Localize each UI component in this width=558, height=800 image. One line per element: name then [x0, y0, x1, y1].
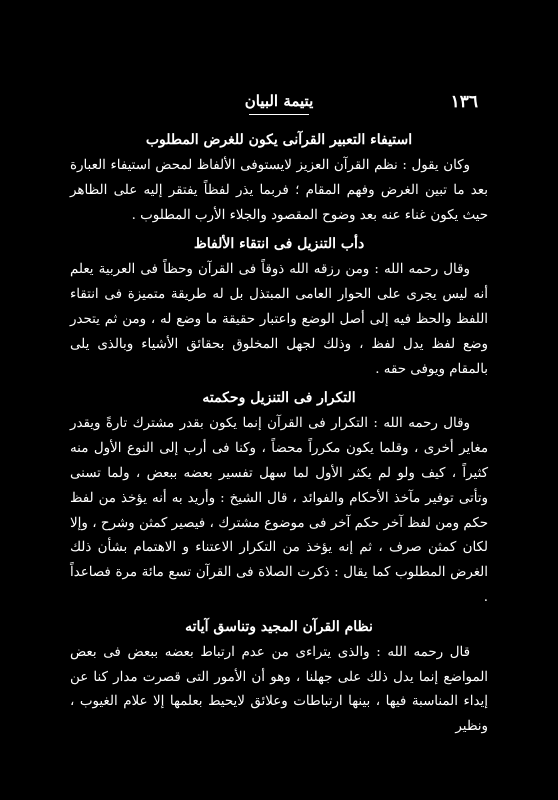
- page-header: [0, 92, 558, 118]
- section-heading: نظام القرآن المجيد وتناسق آياته: [185, 618, 373, 635]
- section-paragraph: قال رحمه الله : والذى يتراءى من عدم ارتباط بعضه ببعض فى بعض المواضع إنما يدل ذلك على جهلنا ، وهو أن الأمور التى قصرت مدار كنا عن إيداء المناسبة فيها ، بينها ارتباطات وعلائق لايحيط بعلمها إلا علام الغيوب ، ونظير: [70, 644, 488, 735]
- section-heading: دأب التنزيل فى انتقاء الألفاظ: [193, 236, 365, 253]
- section-paragraph: وقال رحمه الله : ومن رزقه الله ذوقاً فى القرآن وحظاً فى العربية يعلم أنه ليس يجرى على الحوار العامى المبتذل بل له طريقة متميزة فى انتقاء اللفظ والحظ فيه إلى أصل الوضع واعتبار حقيقة ما وضع له ، ومن ثم يتحدر وضع لفظ يدل لفظ ، وذلك لجهل المخلوق بحقائق الأشياء وبالذى يلى بالمقام ويوفى حقه .: [70, 262, 488, 377]
- header-rule: [249, 114, 309, 115]
- running-title: يتيمة البيان: [244, 92, 314, 110]
- section-heading: استيفاء التعبير القرآنى يكون للغرض المطلوب: [145, 132, 413, 148]
- section-heading: التكرار فى التنزيل وحكمته: [202, 390, 356, 407]
- section-paragraph: وقال رحمه الله : التكرار فى القرآن إنما يكون بقدر مشترك تارةً ويقدر مغاير أخرى ، وقلما يكون مكرراً محضاً ، وكنا فى أرب إلى النوع الأول منه كثيراً ، كيف ولو لم يكثر الأول لما سهل تفسير بعضه ببعض ، ولما تسنى وتأتى توفير مآخذ الأحكام والفوائد ، قال الشيخ : وأريد به أنه يؤخذ من لفظ حكم ومن لفظ آخر حكم آخر فى موضوع مشترك ، فيصير كمثن وشرح ، وإلا لكان كمثن صرف ، ثم إنه يؤخذ من التكرار الاعتناء و الاهتمام بشأن ذلك الغرض المطلوب كما يقال : ذكرت الصلاة فى القرآن تسع مائة مرة فصاعداً .: [70, 416, 488, 605]
- page-number: ١٣٦: [450, 92, 478, 112]
- section-paragraph: وكان يقول : نظم القرآن العزيز لايستوفى الألفاظ لمحض استيفاء العبارة بعد ما تبين الغرض وفهم المقام ؛ فربما يذر لفظاً يفتقر إليه على الظاهر حيث يكون غناء عنه بعد وضوح المقصود والجلاء الأرب المطلوب .: [70, 158, 488, 223]
- page-body: [70, 128, 488, 740]
